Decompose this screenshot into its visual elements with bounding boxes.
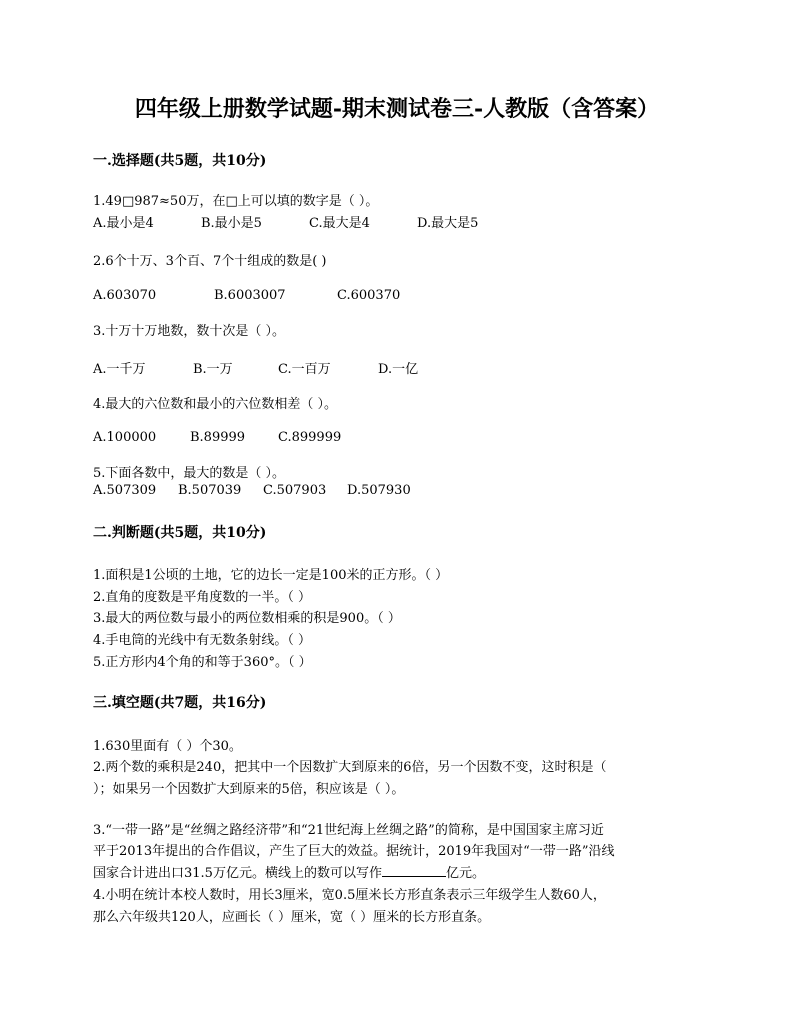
choice-q4-text: 4.最大的六位数和最小的六位数相差（ ）。	[93, 397, 338, 412]
judge-q4: 4.手电筒的光线中有无数条射线。（ ）	[93, 633, 312, 648]
section-heading-judge: 二.判断题(共5题，共10分)	[93, 525, 267, 541]
page-title: 四年级上册数学试题-期末测试卷三-人教版（含答案）	[134, 96, 660, 122]
fill-q1: 1.630里面有（ ）个30。	[93, 739, 242, 754]
fill-q4-line1: 4.小明在统计本校人数时，用长3厘米，宽0.5厘米长方形直条表示三年级学生人数60人，	[93, 888, 606, 903]
judge-q3: 3.最大的两位数与最小的两位数相乘的积是900。（ ）	[93, 611, 401, 626]
fill-q3-line2: 平于2013年提出的合作倡议，产生了巨大的效益。据统计，2019年我国对“一带一路”沿线	[93, 844, 615, 859]
choice-q1-text: 1.49□987≈50万，在□上可以填的数字是（ ）。	[93, 194, 379, 209]
option-d: D.最大是5	[417, 216, 479, 231]
option-a: A.507309	[93, 483, 157, 498]
answer-blank	[382, 864, 446, 877]
judge-q2: 2.直角的度数是平角度数的一半。（ ）	[93, 590, 312, 605]
section-heading-fill: 三.填空题(共7题，共16分)	[93, 695, 267, 711]
option-a: A.603070	[93, 288, 157, 303]
option-b: B.89999	[190, 430, 246, 445]
option-a: A.100000	[93, 430, 157, 445]
option-c: C.最大是4	[309, 216, 370, 231]
option-c: C.899999	[278, 430, 342, 445]
fill-q3-line3-suffix: 亿元。	[445, 866, 485, 881]
option-d: D.一亿	[378, 362, 419, 377]
fill-q3-line3-text: 国家合计进出口31.5万亿元。横线上的数可以写作	[93, 866, 382, 881]
option-c: C.一百万	[278, 362, 331, 377]
option-b: B.507039	[178, 483, 242, 498]
section-heading-choice: 一.选择题(共5题，共10分)	[93, 153, 267, 169]
option-b: B.一万	[193, 362, 233, 377]
choice-q3-text: 3.十万十万地数，数十次是（ ）。	[93, 324, 286, 339]
choice-q5-text: 5.下面各数中，最大的数是（ ）。	[93, 466, 286, 481]
choice-q2-text: 2.6个十万、3个百、7个十组成的数是( )	[93, 254, 327, 269]
judge-q1: 1.面积是1公顷的土地，它的边长一定是100米的正方形。（ ）	[93, 568, 449, 583]
fill-q4-line2: 那么六年级共120人，应画长（ ）厘米，宽（ ）厘米的长方形直条。	[93, 910, 491, 925]
option-c: C.507903	[263, 483, 327, 498]
fill-q2-line2: ）；如果另一个因数扩大到原来的5倍，积应该是（ ）。	[93, 782, 405, 797]
fill-q3-line3	[93, 862, 485, 881]
fill-q3-line1: 3.“一带一路”是“丝绸之路经济带”和“21世纪海上丝绸之路”的简称，是中国国家主席习近	[93, 823, 604, 838]
option-d: D.507930	[347, 483, 411, 498]
judge-q5: 5.正方形内4个角的和等于360°。（ ）	[93, 655, 312, 670]
fill-q2-line1: 2.两个数的乘积是240，把其中一个因数扩大到原来的6倍，另一个因数不变，这时积是（	[93, 760, 607, 775]
option-a: A.最小是4	[93, 216, 154, 231]
option-c: C.600370	[337, 288, 401, 303]
option-b: B.6003007	[214, 288, 286, 303]
option-a: A.一千万	[93, 362, 146, 377]
option-b: B.最小是5	[201, 216, 262, 231]
